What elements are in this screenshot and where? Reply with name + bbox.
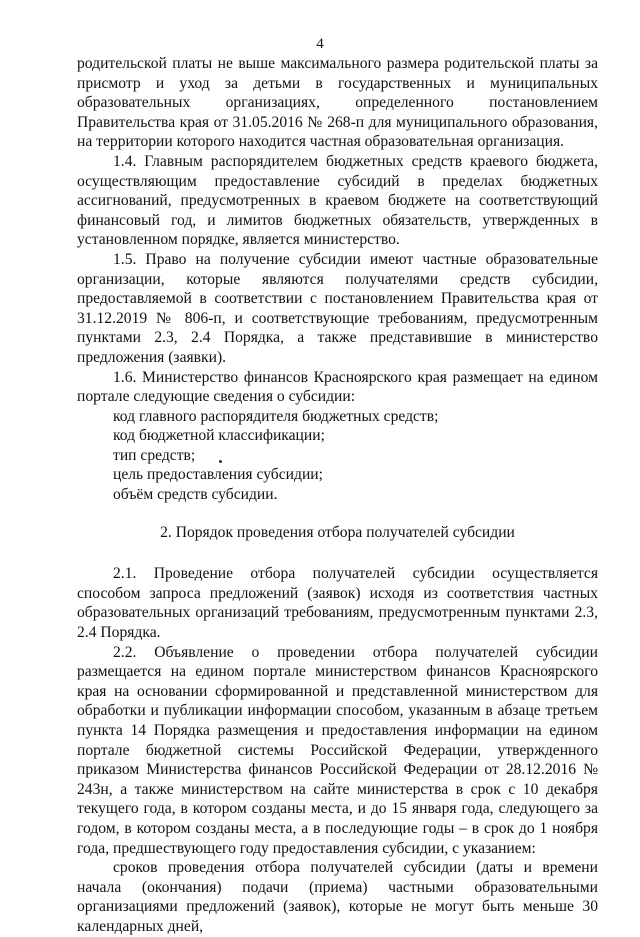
list-item: код главного распорядителя бюджетных средств; [113,407,439,425]
list-item: объём средств субсидии. [113,486,278,504]
paragraph-1-5: 1.5. Право на получение субсидии имеют частные образовательные организации, которые являются получателями средств субсидии, предоставляемой в соответствии с постановлением Правительства края от 31.12.2019 № 806-п, и соответствующие требованиям, предусмотренным пунктами 2.3, 2.4 Порядка, а также представившие в министерство предложения (заявки). [77,250,598,366]
paragraph-continuation: родительской платы не выше максимального размера родительской платы за присмотр и уход за детьми в государственных и муниципальных образовательных организациях, определенного постановлением Правительства края от 31.05.2016 № 268-п для муниципального образования, на территории которого находится частная образовательная организация. [77,55,598,151]
paragraph-2-1: 2.1. Проведение отбора получателей субсидии осуществляется способом запроса предложений (заявок) исходя из соответствия частных образовательных организаций требованиям, предусмотренным пунктами 2.3, 2.4 Порядка. [77,565,598,642]
list-item: цель предоставления субсидии; [113,466,323,484]
list-item: код бюджетной классификации; [113,427,325,445]
paragraph-2-2: 2.2. Объявление о проведении отбора получателей субсидии размещается на едином портале министерством финансов Красноярского края на основании сформированной и представленной министерством для обработки и публикации информации способом, указанным в абзаце третьем пункта 14 Порядка размещения и предоставления информации на едином портале бюджетной системы Российской Федерации, утвержденного приказом Министерства финансов Российской Федерации от 28.12.2016 № 243н, а также министерством на сайте министерства в срок с 10 декабря текущего года, в котором созданы места, и до 15 января года, следующего за годом, в котором созданы места, а в последующие годы – в срок до 1 ноября года, предшествующего году предоставления субсидии, с указанием: [77,643,598,857]
paragraph-1-4: 1.4. Главным распорядителем бюджетных средств краевого бюджета, осуществляющим предоставление субсидий в пределах бюджетных ассигнований, предусмотренных в краевом бюджете на соответствующий финансовый год, и лимитов бюджетных обязательств, утвержденных в установленном порядке, является министерство. [77,152,598,249]
section-heading: 2. Порядок проведения отбора получателей субсидии [160,523,515,541]
stray-dot [219,460,222,463]
page-number: 4 [316,36,324,52]
paragraph-1-6: 1.6. Министерство финансов Красноярского края размещает на едином портале следующие сведения о субсидии: [77,368,598,406]
list-item: тип средств; [113,446,196,464]
paragraph-deadlines: сроков проведения отбора получателей субсидии (даты и времени начала (окончания) подачи (приема) частными образовательными организациями предложений (заявок), которые не могут быть меньше 30 календарных дней, [77,859,598,935]
document-body [77,54,598,937]
